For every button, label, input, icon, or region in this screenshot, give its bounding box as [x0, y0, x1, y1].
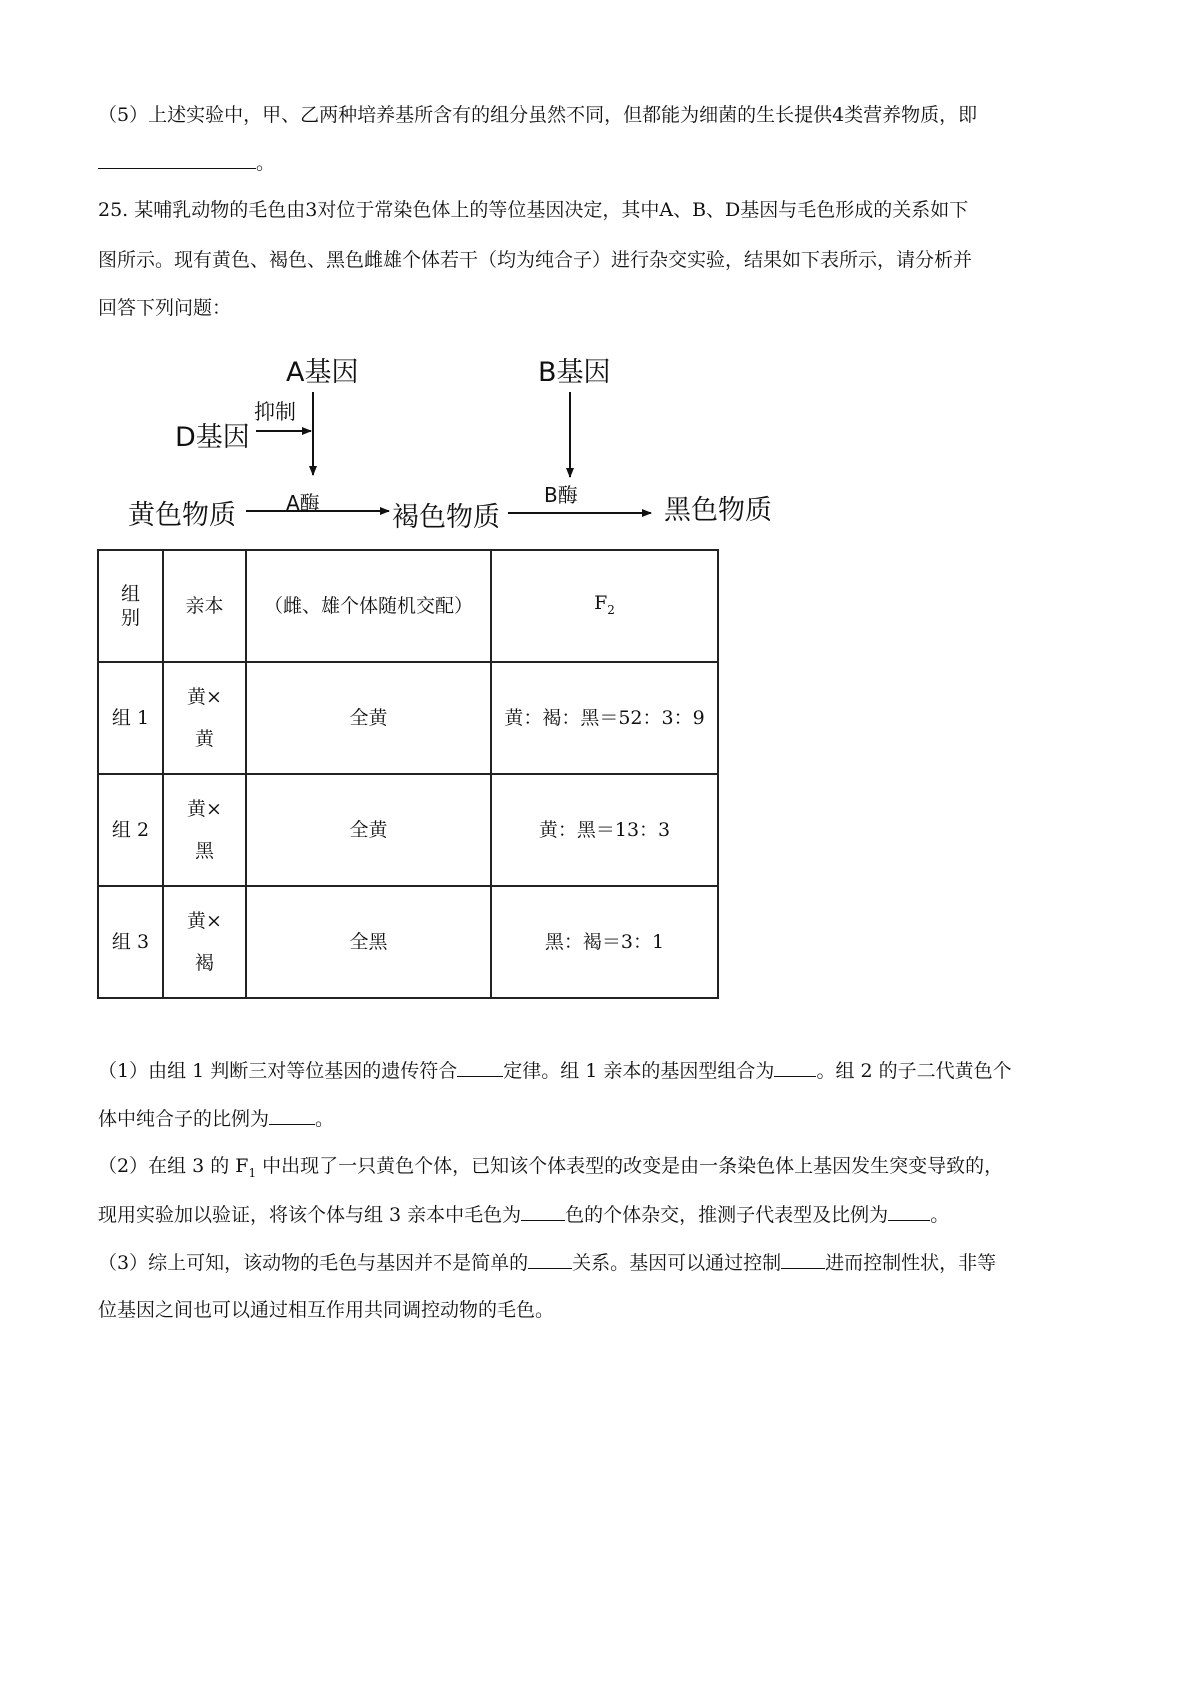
row-parents: 黄× 黑 [163, 774, 246, 886]
row-f1: 全黑 [246, 886, 491, 998]
row-parents: 黄× 黄 [163, 662, 246, 774]
q3-line-1: （3）综上可知，该动物的毛色与基因并不是简单的 关系。基因可以通过控制 进而控制性状，非等 [98, 1252, 997, 1274]
black-substance-label: 黑色物质 [664, 495, 772, 526]
q1-line-1: （1）由组 1 判断三对等位基因的遗传符合 定律。组 1 亲本的基因型组合为 。组 2 的子二代黄色个 [98, 1060, 1012, 1082]
row-group: 组 1 [98, 662, 163, 774]
inhibit-label: 抑制 [254, 400, 296, 424]
gene-a-label: A基因 [286, 357, 359, 388]
q5-line-2-end: 。 [256, 152, 276, 174]
row-f1: 全黄 [246, 774, 491, 886]
q25-line-1: 25. 某哺乳动物的毛色由3对位于常染色体上的等位基因决定，其中A、B、D基因与毛色形成的关系如下 [98, 199, 969, 221]
row-f1: 全黄 [246, 662, 491, 774]
table-header-row [98, 550, 718, 662]
row-f2: 黄：黑＝13：3 [491, 774, 718, 886]
answer-blank[interactable] [774, 1058, 816, 1077]
answer-blank[interactable] [528, 1250, 572, 1269]
row-parents: 黄× 褐 [163, 886, 246, 998]
q25-line-2: 图所示。现有黄色、褐色、黑色雌雄个体若干（均为纯合子）进行杂交实验，结果如下表所示，请分析并 [98, 249, 973, 271]
enzyme-b-label: B酶 [544, 483, 578, 507]
q3-line-2: 位基因之间也可以通过相互作用共同调控动物的毛色。 [98, 1299, 555, 1321]
answer-blank[interactable] [98, 150, 256, 169]
row-group: 组 2 [98, 774, 163, 886]
q5-line-2 [98, 150, 275, 175]
table-row [98, 662, 718, 774]
q25-line-3: 回答下列问题： [98, 297, 232, 319]
gene-d-label: D基因 [175, 422, 250, 453]
q1-line-2: 体中纯合子的比例为 。 [98, 1108, 335, 1130]
row-f2: 黑：褐＝3：1 [491, 886, 718, 998]
q2-line-2: 现用实验加以验证，将该个体与组 3 亲本中毛色为 色的个体杂交，推测子代表型及比例为 。 [98, 1204, 950, 1226]
answer-blank[interactable] [888, 1202, 930, 1221]
brown-substance-label: 褐色物质 [392, 502, 500, 533]
yellow-substance-label: 黄色物质 [128, 500, 236, 531]
table-row [98, 886, 718, 998]
q5-line-1: （5）上述实验中，甲、乙两种培养基所含有的组分虽然不同，但都能为细菌的生长提供4类营养物质，即 [98, 104, 978, 126]
header-f2: $F_2$ [491, 550, 718, 662]
gene-b-label: B基因 [538, 357, 611, 388]
q2-line-1: （2）在组 3 的 $F_1$ 中出现了一只黄色个体，已知该个体表型的改变是由一条染色体上基因发生突变导致的， [98, 1155, 1004, 1180]
header-parents: 亲本 [163, 550, 246, 662]
header-group: 组 别 [98, 550, 163, 662]
row-f2: 黄：褐：黑＝52：3：9 [491, 662, 718, 774]
header-f1: （雌、雄个体随机交配） [246, 550, 491, 662]
pathway-diagram-arrows [0, 0, 1200, 560]
answer-blank[interactable] [457, 1058, 503, 1077]
enzyme-a-label: A酶 [286, 491, 320, 515]
answer-blank[interactable] [781, 1250, 825, 1269]
answer-blank[interactable] [521, 1202, 565, 1221]
results-table [97, 549, 719, 999]
table-row [98, 774, 718, 886]
answer-blank[interactable] [269, 1106, 315, 1125]
row-group: 组 3 [98, 886, 163, 998]
